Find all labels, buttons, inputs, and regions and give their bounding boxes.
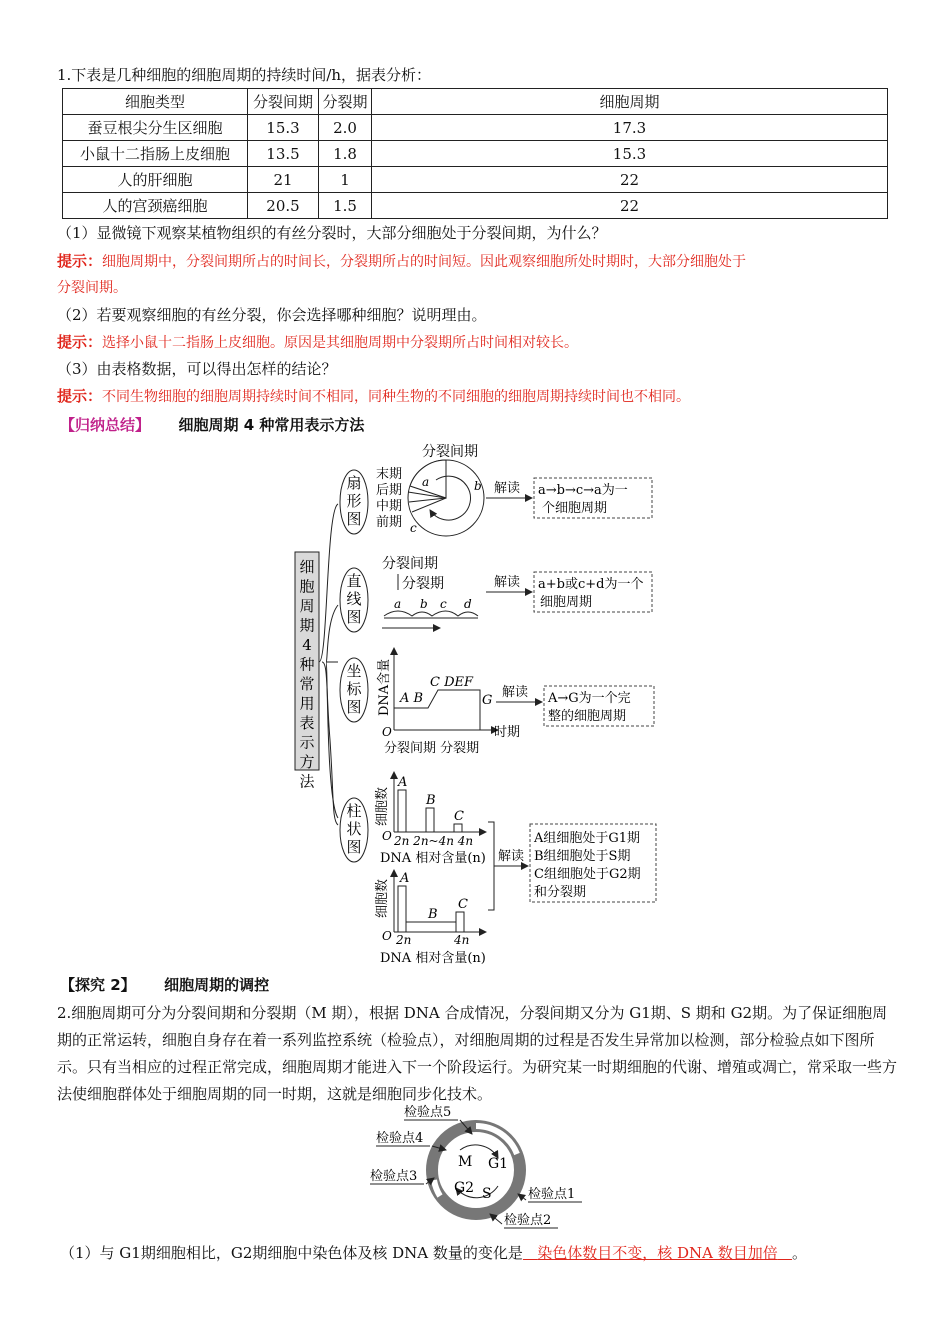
coord-box-1: A→G为一个完	[548, 691, 631, 706]
bar-box-line: C组细胞处于G2期	[534, 867, 641, 882]
explore-tag: 【探究 2】	[60, 976, 136, 994]
bar1-origin: O	[382, 829, 392, 843]
q1-sub3: （3）由表格数据，可以得出怎样的结论？	[57, 360, 337, 378]
bar1-c: C	[454, 809, 464, 824]
table-cell: 13.5	[248, 141, 319, 167]
checkpoint-label: 检验点3	[370, 1169, 418, 1184]
bar2-tick-4n: 4n	[454, 933, 470, 947]
table-header: 细胞类型	[63, 89, 248, 115]
bar2-xlabel: DNA 相对含量(n)	[380, 951, 486, 966]
fan-read: 解读	[494, 481, 521, 496]
table-header: 分裂期	[319, 89, 372, 115]
hint-label: 提示：	[57, 252, 103, 270]
fan-box-1: a→b→c→a为一	[538, 483, 628, 498]
line-letter: a	[394, 597, 402, 611]
table-cell: 17.3	[372, 115, 888, 141]
coord-xlabel: 时期	[494, 725, 521, 740]
branch-coord: 坐标图	[346, 662, 362, 716]
bar1-xlabel: DNA 相对含量(n)	[380, 851, 486, 866]
line-letter: b	[420, 597, 428, 611]
checkpoint-label: 检验点1	[528, 1187, 576, 1202]
bar1-b: B	[426, 793, 436, 808]
table-row	[63, 141, 888, 167]
coord-points-cdef: C DEF	[430, 675, 474, 690]
line-sub-label: 分裂期	[402, 576, 444, 592]
fan-phase: 中期	[376, 499, 403, 514]
table-cell: 1.8	[319, 141, 372, 167]
fan-phase: 后期	[376, 483, 403, 498]
fan-phase: 末期	[376, 467, 403, 482]
checkpoint-label: 检验点4	[376, 1131, 424, 1146]
checkpoint-label: 检验点2	[504, 1213, 552, 1228]
bar-read: 解读	[498, 849, 525, 864]
cell-cycle-table	[62, 88, 888, 219]
fan-c: c	[410, 521, 417, 535]
q2-sub1-end: 。	[792, 1244, 808, 1262]
line-top-label: 分裂间期	[382, 556, 438, 572]
coord-read: 解读	[502, 685, 529, 700]
q2-sub1-answer	[523, 1244, 792, 1262]
table-cell: 人的宫颈癌细胞	[63, 193, 248, 219]
hint-text: 细胞周期中，分裂间期所占的时间长，分裂期所占的时间短。因此观察细胞所处时期时，大部分细胞处于	[102, 254, 747, 270]
hint-1	[57, 250, 746, 271]
fan-box-2: 个细胞周期	[542, 501, 608, 516]
bar2-a: A	[400, 871, 410, 886]
explore-title: 细胞周期的调控	[164, 976, 270, 994]
table-header: 细胞周期	[372, 89, 888, 115]
summary-heading	[60, 414, 364, 435]
fan-top-label: 分裂间期	[422, 444, 478, 460]
phase-s: S	[482, 1186, 492, 1202]
table-cell: 蚕豆根尖分生区细胞	[63, 115, 248, 141]
q2-sub1-text: （1）与 G1期细胞相比，G2期细胞中染色体及核 DNA 数量的变化是	[60, 1244, 523, 1262]
cell-cycle-representations-diagram	[290, 440, 670, 970]
line-letter: c	[440, 597, 447, 611]
table-cell: 15.3	[372, 141, 888, 167]
branch-line: 直线图	[346, 572, 362, 626]
bar2-b: B	[428, 907, 438, 922]
coord-bottom: 分裂间期 分裂期	[384, 741, 480, 756]
hint-label: 提示：	[57, 387, 103, 405]
table-header: 分裂间期	[248, 89, 319, 115]
coord-point-g: G	[482, 693, 493, 708]
bar-box-line: 和分裂期	[534, 885, 587, 900]
bar1-ticks: 2n 2n~4n 4n	[394, 834, 474, 848]
explore-heading	[60, 974, 269, 995]
table-cell: 15.3	[248, 115, 319, 141]
table-cell: 1	[319, 167, 372, 193]
line-box-2: 细胞周期	[540, 595, 593, 610]
bar2-tick-2n: 2n	[396, 933, 412, 947]
fan-a: a	[422, 475, 430, 489]
bar1-a: A	[398, 775, 408, 790]
table-row	[63, 115, 888, 141]
bar2-ylabel: 细胞数	[375, 878, 390, 918]
q1-intro: 1.下表是几种细胞的细胞周期的持续时间/h，据表分析：	[57, 66, 432, 84]
table-cell: 小鼠十二指肠上皮细胞	[63, 141, 248, 167]
table-cell: 2.0	[319, 115, 372, 141]
fan-b: b	[474, 479, 482, 493]
coord-origin: O	[382, 725, 392, 739]
summary-tag: 【归纳总结】	[60, 416, 151, 434]
phase-g1: G1	[488, 1156, 509, 1172]
table-cell: 21	[248, 167, 319, 193]
bar-box-line: A组细胞处于G1期	[534, 831, 641, 846]
fan-phase: 前期	[376, 515, 403, 530]
hint-2	[57, 331, 578, 352]
phase-g2: G2	[454, 1180, 475, 1196]
checkpoint-cycle-diagram	[360, 1100, 590, 1235]
table-cell: 1.5	[319, 193, 372, 219]
bar2-origin: O	[382, 929, 392, 943]
bar2-c: C	[458, 897, 468, 912]
answer-text: 染色体数目不变，核 DNA 数目加倍	[537, 1244, 778, 1262]
hint-1-cont: 分裂间期。	[57, 280, 127, 296]
table-header-row	[63, 89, 888, 115]
table-cell: 22	[372, 193, 888, 219]
coord-ylabel: DNA含量	[377, 658, 392, 716]
table-row	[63, 193, 888, 219]
bar-box-line: B组细胞处于S期	[534, 849, 631, 864]
hint-text: 选择小鼠十二指肠上皮细胞。原因是其细胞周期中分裂期所占时间相对较长。	[102, 335, 579, 351]
coord-box-2: 整的细胞周期	[548, 709, 627, 724]
checkpoint-label: 检验点5	[404, 1105, 452, 1120]
q1-sub2: （2）若要观察细胞的有丝分裂，你会选择哪种细胞？说明理由。	[57, 306, 487, 324]
hint-label: 提示：	[57, 333, 103, 351]
hint-3	[57, 385, 690, 406]
line-letter: d	[464, 597, 472, 611]
line-box-1: a+b或c+d为一个	[538, 577, 644, 592]
root-label: 细胞周期 4 种常用表示方法	[299, 558, 315, 791]
table-row	[63, 167, 888, 193]
table-cell: 人的肝细胞	[63, 167, 248, 193]
summary-title: 细胞周期 4 种常用表示方法	[178, 416, 365, 434]
bar1-ylabel: 细胞数	[375, 786, 390, 826]
coord-points-ab: A B	[400, 691, 424, 706]
branch-bar: 柱状图	[346, 802, 362, 856]
table-cell: 22	[372, 167, 888, 193]
line-read: 解读	[494, 575, 521, 590]
q1-sub1: （1）显微镜下观察某植物组织的有丝分裂时，大部分细胞处于分裂间期，为什么？	[57, 224, 607, 242]
q2-sub1	[60, 1242, 807, 1263]
phase-m: M	[458, 1154, 473, 1170]
hint-text: 不同生物细胞的细胞周期持续时间不相同，同种生物的不同细胞的细胞周期持续时间也不相同。	[102, 389, 691, 405]
q2-text: 2.细胞周期可分为分裂间期和分裂期（M 期），根据 DNA 合成情况，分裂间期又分为 G1期、S 期和 G2期。为了保证细胞周期的正常运转，细胞自身存在着一系列监控系统（检验点），对细胞周期的过程是否发生异常加以检测，部分检验点如下图所示。只有当相应的过程正常完成，细胞周期才能进入下一个阶段运行。为研究某一时期细胞的代谢、增殖或凋亡，常采取一些方法使细胞群体处于细胞周期的同一时期，这就是细胞同步化技术。	[57, 1004, 898, 1103]
branch-fan: 扇形图	[346, 474, 362, 528]
table-cell: 20.5	[248, 193, 319, 219]
